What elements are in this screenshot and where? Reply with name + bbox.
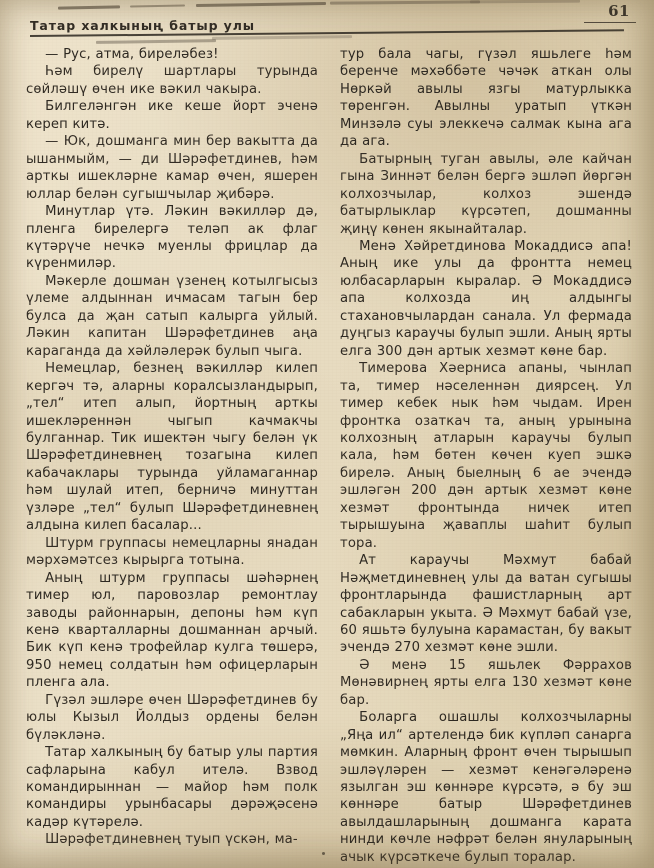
paragraph: Немецлар, безнең вəкиллəр килеп кергəч тə, аларны коралсызландырып, „тел“ итеп алып, йортның арткы ишеклəреннəн чыгып качмакчы булганнар. Тик ишектəн чыгу белəн үк Шəрəфетдиневнең тозагына килеп кабачаклары турында уйламаганнар һəм шулай итеп, берничə минуттан үзлəре „тел“ булып Шəрəфетдиневнең алдына килеп басалар... xyxy=(26,361,318,534)
scan-smudge-mark xyxy=(58,5,120,9)
paragraph: Штурм группасы немецларны янадан мəрхəмəтсез кырырга тотына. xyxy=(26,535,318,569)
page-number: 61 xyxy=(608,2,630,20)
paragraph: Ат караучы Мəхмут бабай Нəҗметдиневнең улы да ватан сугышы фронтларында фашистларның арт сабакларын укыта. Ə Мəхмут бабай үзе, 60 яшьтə булуына карамастан, бу вакыт эчендə 270 хезмəт көне эшли. xyxy=(340,553,632,656)
stray-ink-dot xyxy=(322,852,325,855)
paragraph: Аның штурм группасы шəһəрнең тимер юл, паровозлар ремонтлау заводы районнарын, депоны һəм күп кенə кварталларны дошманнан арчый. Бик күп кенə трофейлар кулга төшерə, 950 немец солдатын һəм офицерларын пленга ала. xyxy=(26,570,318,691)
paragraph: Татар халкының бу батыр улы партия сафларына кабул ителə. Взвод командирыннан — майор һəм полк командиры урынбасары дəрəҗəсенə кадəр күтəрелə. xyxy=(26,745,318,830)
paragraph: Гүзəл эшлəре өчен Шəрəфетдинев бу юлы Кызыл Йолдыз ордены белəн бүлəклəнə. xyxy=(26,692,318,743)
paragraph: Менə Хəйретдинова Мокаддисə апа! Аның ике улы да фронтта немец юлбасарларын кыралар. Ə Мокаддисə апа колхозда иң алдынгы стахановчылардан санала. Ул фермада дуңгыз караучы булып эшли. Аның ярты елга 300 дəн артык хезмəт көне бар. xyxy=(340,238,632,359)
column-right xyxy=(340,46,632,865)
paragraph: Мəкерле дошман үзенең котылгысыз үлеме алдыннан ичмасам тагын бер булса да җан сатып калырга уйлый. Лəкин капитан Шəрəфетдинев аңа караганда да хəйлəлерəк булып чыга. xyxy=(26,273,318,359)
scan-smudge-mark xyxy=(196,2,326,7)
scan-smudge-mark xyxy=(96,39,216,44)
body-columns xyxy=(0,46,654,865)
paragraph: — Рус, атма, бирелəбез! xyxy=(45,47,219,62)
running-head-title: Татар халкының батыр улы xyxy=(30,18,255,33)
paragraph: Боларга ошашлы колхозчыларны „Яңа ил“ артелендə бик күплəп санарга мөмкин. Аларның фронт өчен тырышып эшлəүлəрен — хезмəт кенəгəлəренə язылган эш көннəре күрсəтə, ə бу эш көннəре батыр Шəрəфетдинев авылдашларының дошманга карата нинди көчле нəфрəт белəн януларының ачык күрсəткече булып торалар. xyxy=(340,710,632,865)
scan-smudge-mark xyxy=(130,5,185,8)
paragraph: Батырның туган авылы, əле кайчан гына Зиннəт белəн бергə эшлəп йөргəн колхозчылар, колхоз эшендə батырлыклар күрсəтеп, дошманны җиңү көнен якынайталар. xyxy=(340,151,632,237)
running-head xyxy=(0,0,654,44)
paragraph: — Юк, дошманга мин бер вакытта да ышанмыйм, — ди Шəрəфетдинев, һəм арткы ишеклəрне камар өчен, яшерен юллар белəн сугышчылар җибəрə. xyxy=(26,134,318,202)
folio-rule xyxy=(584,22,636,23)
scan-smudge-mark xyxy=(470,0,580,3)
paragraph-continued-from-previous-column: тур бала чагы, гүзəл яшьлеге һəм беренче мəхəббəте чəчəк аткан олы Нөркəй авылы язгы матурлыкка төренгəн. Авылны уратып үткəн Минзəлə суы элеккечə салмак кына ага да ага. xyxy=(340,47,632,150)
paragraph: Һəм бирелү шартлары турында сөйлəшү өчен ике вəкил чакыра. xyxy=(26,64,318,97)
column-left xyxy=(26,46,318,858)
paragraph: Тимерова Хəерниса апаны, чынлап та, тимер нəселеннəн диярсең. Ул тимер кебек нык һəм чыдам. Ирен фронтка озаткач та, аның урынына колхозның атларын караучы булып кала, һəм бөтен көчен куеп эшкə бирелə. Аның быелның 6 ае эчендə эшлəгəн 200 дəн артык хезмəт көне хезмəт фронтында ничек итеп тырышуына җаваплы шаһит булып тора. xyxy=(340,361,632,551)
paragraph: Ə менə 15 яшьлек Фəррахов Мөнəвирнең ярты елга 130 хезмəт көне бар. xyxy=(340,657,632,708)
paragraph: Билгелəнгəн ике кеше йорт эченə кереп китə. xyxy=(26,99,318,132)
scan-smudge-mark xyxy=(330,0,480,4)
paragraph-continued-to-next-column: Шəрəфетдиневнең туып үскəн, ма- xyxy=(45,832,298,848)
scan-smudge-mark xyxy=(212,35,352,40)
paragraph: Минутлар үтə. Лəкин вəкиллəр дə, пленга бирелергə телəп ак флаг күтəрүче нечкə муенлы фрицлар да күренмилəр. xyxy=(26,204,318,272)
